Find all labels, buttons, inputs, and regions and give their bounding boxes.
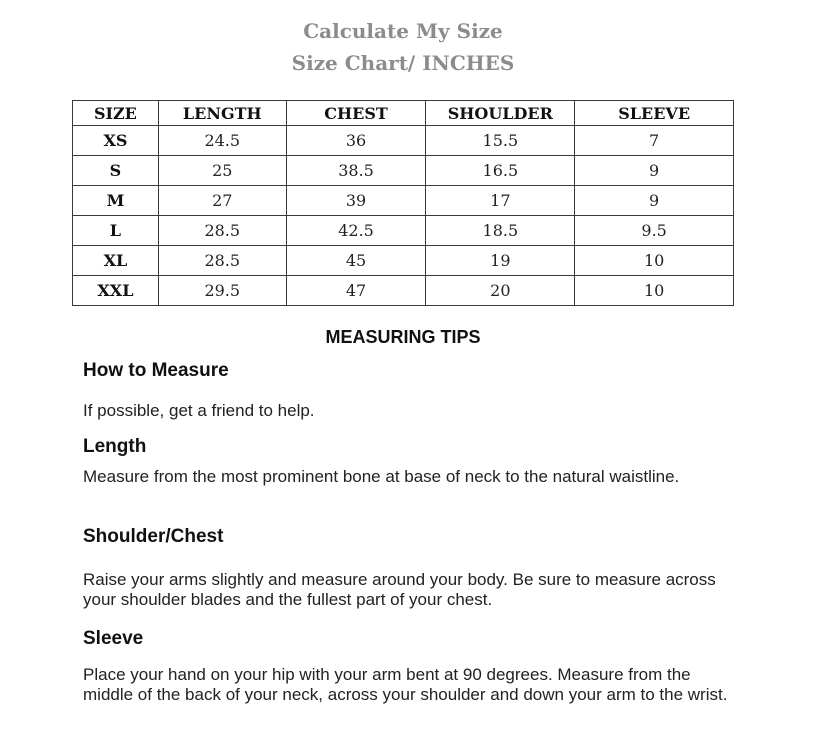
column-header-size: SIZE: [73, 101, 159, 126]
shoulder-cell: 19: [426, 246, 575, 276]
shoulder-chest-text: Raise your arms slightly and measure around your body. Be sure to measure across your shoulder blades and the fullest part of your chest.: [83, 570, 716, 609]
table-row: [73, 216, 734, 246]
sleeve-cell: 9: [575, 156, 734, 186]
how-to-measure-heading: How to Measure: [83, 360, 229, 381]
table-row: [73, 246, 734, 276]
column-header-length: LENGTH: [158, 101, 286, 126]
chest-cell: 47: [286, 276, 426, 306]
page-title: Calculate My Size: [303, 19, 503, 43]
length-cell: 29.5: [158, 276, 286, 306]
length-heading: Length: [83, 436, 147, 457]
column-header-chest: CHEST: [286, 101, 426, 126]
size-cell: XXL: [73, 276, 159, 306]
table-row: [73, 186, 734, 216]
sleeve-heading: Sleeve: [83, 628, 144, 649]
table-row: [73, 156, 734, 186]
column-header-shoulder: SHOULDER: [426, 101, 575, 126]
length-cell: 24.5: [158, 126, 286, 156]
column-header-sleeve: SLEEVE: [575, 101, 734, 126]
sleeve-cell: 7: [575, 126, 734, 156]
sleeve-cell: 9.5: [575, 216, 734, 246]
chest-cell: 38.5: [286, 156, 426, 186]
shoulder-cell: 18.5: [426, 216, 575, 246]
page-subtitle: Size Chart/ INCHES: [291, 51, 515, 75]
size-cell: S: [73, 156, 159, 186]
how-to-measure-text: If possible, get a friend to help.: [83, 401, 315, 420]
length-cell: 28.5: [158, 246, 286, 276]
length-cell: 25: [158, 156, 286, 186]
shoulder-chest-heading: Shoulder/Chest: [83, 526, 224, 547]
table-row: [73, 276, 734, 306]
table-header-row: [73, 101, 734, 126]
chest-cell: 45: [286, 246, 426, 276]
length-cell: 27: [158, 186, 286, 216]
length-cell: 28.5: [158, 216, 286, 246]
size-cell: XL: [73, 246, 159, 276]
table-row: [73, 126, 734, 156]
sleeve-cell: 9: [575, 186, 734, 216]
shoulder-cell: 16.5: [426, 156, 575, 186]
chest-cell: 39: [286, 186, 426, 216]
chest-cell: 36: [286, 126, 426, 156]
sleeve-cell: 10: [575, 276, 734, 306]
size-cell: L: [73, 216, 159, 246]
sleeve-text: Place your hand on your hip with your arm bent at 90 degrees. Measure from the middle of the back of your neck, across your shoulder and down your arm to the wrist.: [83, 665, 728, 704]
shoulder-cell: 17: [426, 186, 575, 216]
sleeve-cell: 10: [575, 246, 734, 276]
measuring-tips-heading: MEASURING TIPS: [325, 327, 481, 347]
size-cell: XS: [73, 126, 159, 156]
shoulder-cell: 15.5: [426, 126, 575, 156]
chest-cell: 42.5: [286, 216, 426, 246]
size-chart-table: [72, 100, 734, 306]
shoulder-cell: 20: [426, 276, 575, 306]
length-text: Measure from the most prominent bone at base of neck to the natural waistline.: [83, 467, 680, 486]
size-cell: M: [73, 186, 159, 216]
